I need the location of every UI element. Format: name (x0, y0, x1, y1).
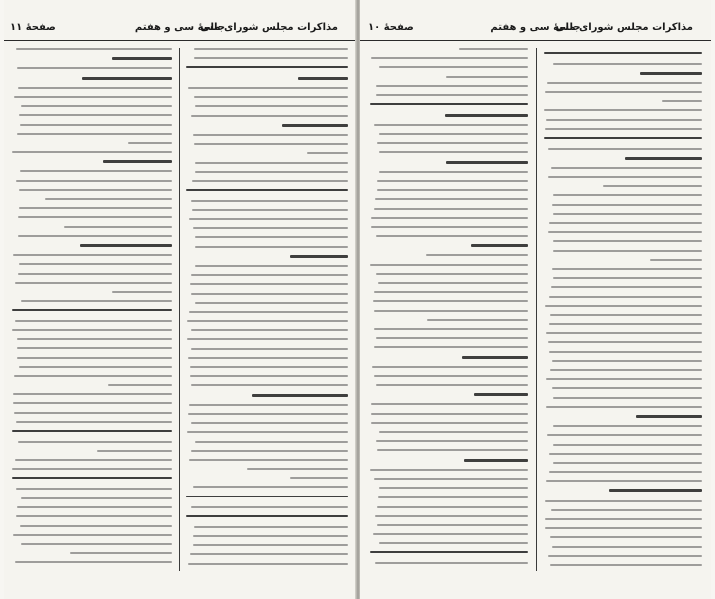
text-line (247, 468, 348, 470)
text-line (193, 535, 348, 537)
text-line (376, 337, 528, 339)
text-line (20, 124, 172, 126)
text-line (18, 235, 172, 237)
text-line (191, 329, 348, 331)
text-line (549, 323, 702, 325)
text-line (21, 497, 172, 499)
text-line (374, 375, 528, 377)
text-line (376, 94, 528, 96)
text-line (14, 412, 172, 414)
text-line (548, 555, 702, 557)
speaker-heading-line (640, 72, 702, 75)
text-line (15, 320, 172, 322)
speaker-heading-line (625, 157, 702, 160)
text-line (190, 553, 348, 555)
text-line (191, 348, 348, 350)
text-line (13, 402, 172, 404)
text-line (376, 440, 528, 442)
text-line (374, 478, 528, 480)
text-line (188, 413, 348, 415)
text-line (21, 300, 172, 302)
text-line (370, 469, 528, 471)
column-divider (179, 48, 180, 571)
text-line (195, 162, 348, 164)
text-line (548, 341, 702, 343)
text-line (12, 151, 172, 153)
text-line (191, 274, 348, 276)
text-line (376, 384, 528, 386)
text-line (187, 431, 348, 433)
text-line (552, 387, 702, 389)
text-line (377, 142, 528, 144)
section-rule (12, 430, 172, 432)
section-rule (370, 103, 528, 105)
text-line (189, 311, 348, 313)
text-line (374, 310, 528, 312)
text-line (374, 124, 528, 126)
text-line (112, 291, 172, 293)
text-line (552, 268, 702, 270)
section-rule (544, 52, 702, 54)
running-title: مذاکرات مجلس شورای ملی (200, 22, 338, 33)
text-line (549, 222, 702, 224)
text-line (195, 171, 348, 173)
text-line (553, 194, 702, 196)
text-line (189, 218, 348, 220)
text-line (195, 246, 348, 248)
text-line (375, 198, 528, 200)
text-line (373, 533, 528, 535)
text-line (16, 421, 172, 423)
page-header (4, 22, 356, 41)
text-line (551, 509, 702, 511)
text-line (18, 273, 172, 275)
text-line (377, 180, 528, 182)
text-line (15, 561, 172, 563)
section-rule (12, 309, 172, 311)
text-line (650, 259, 702, 261)
section-rule (544, 137, 702, 139)
speaker-heading-line (446, 161, 528, 164)
text-line (19, 366, 172, 368)
text-line (545, 128, 702, 130)
text-line (375, 562, 528, 564)
text-line (546, 332, 702, 334)
text-line (544, 109, 702, 111)
text-line (194, 143, 348, 145)
text-line (603, 185, 702, 187)
text-line (545, 500, 702, 502)
text-line (373, 300, 528, 302)
text-line (16, 488, 172, 490)
text-line (371, 226, 528, 228)
text-line (13, 534, 172, 536)
section-rule (12, 477, 172, 479)
text-line (190, 283, 348, 285)
text-line (17, 338, 172, 340)
text-line (17, 347, 172, 349)
text-line (379, 151, 528, 153)
text-line (377, 189, 528, 191)
text-line (548, 176, 702, 178)
text-line (375, 515, 528, 517)
text-line (193, 544, 348, 546)
text-line (189, 459, 348, 461)
text-line (372, 366, 528, 368)
text-line (16, 180, 172, 182)
text-line (553, 213, 702, 215)
text-line (14, 96, 172, 98)
text-line (195, 302, 348, 304)
text-line (377, 449, 528, 451)
speaker-heading-line (445, 114, 528, 117)
text-line (128, 142, 172, 144)
text-column-left (370, 48, 528, 571)
page-number: صفحهٔ ۱۱ (10, 22, 56, 33)
text-line (549, 471, 702, 473)
text-line (97, 450, 172, 452)
text-line (191, 293, 348, 295)
text-line (379, 66, 528, 68)
text-line (553, 397, 702, 399)
text-line (17, 67, 172, 69)
text-line (19, 189, 172, 191)
text-line (550, 564, 702, 566)
text-line (379, 431, 528, 433)
text-line (545, 91, 702, 93)
column-divider (536, 48, 537, 571)
text-line (546, 480, 702, 482)
text-line (446, 76, 528, 78)
text-line (552, 546, 702, 548)
text-line (546, 406, 702, 408)
text-line (546, 119, 702, 121)
text-line (16, 515, 172, 517)
section-rule (186, 496, 348, 498)
text-line (459, 48, 528, 50)
section-rule (186, 189, 348, 191)
text-line (195, 236, 348, 238)
text-line (376, 85, 528, 87)
text-line (427, 319, 528, 321)
text-line (545, 527, 702, 529)
text-line (191, 200, 348, 202)
text-line (662, 100, 702, 102)
session-title: جلسهٔ سی و هفتم (134, 22, 226, 33)
text-line (549, 296, 702, 298)
text-line (553, 277, 702, 279)
text-line (21, 105, 172, 107)
text-line (187, 338, 348, 340)
text-line (379, 133, 529, 135)
text-line (545, 518, 702, 520)
text-line (553, 462, 702, 464)
text-line (18, 441, 172, 443)
text-line (374, 208, 528, 210)
text-line (370, 264, 528, 266)
text-line (552, 360, 702, 362)
text-line (550, 314, 702, 316)
text-line (191, 384, 348, 386)
text-line (378, 496, 528, 498)
text-line (379, 487, 528, 489)
text-line (371, 422, 528, 424)
text-line (18, 87, 172, 89)
speaker-heading-line (462, 356, 528, 359)
text-line (191, 422, 348, 424)
text-line (374, 291, 528, 293)
text-line (374, 328, 528, 330)
speaker-heading-line (464, 459, 528, 462)
speaker-heading-line (82, 77, 172, 80)
text-line (552, 204, 702, 206)
text-line (13, 254, 172, 256)
text-line (547, 82, 702, 84)
text-line (371, 57, 528, 59)
text-line (195, 441, 348, 443)
text-line (551, 167, 702, 169)
text-line (45, 198, 172, 200)
text-line (553, 63, 702, 65)
text-line (376, 235, 528, 237)
session-title: جلسهٔ سی و هفتم (490, 22, 581, 33)
text-line (549, 351, 702, 353)
text-line (193, 486, 348, 488)
text-line (377, 506, 528, 508)
text-line (194, 96, 348, 98)
text-line (547, 434, 702, 436)
text-line (290, 477, 348, 479)
text-line (14, 375, 172, 377)
text-line (18, 216, 172, 218)
speaker-heading-line (298, 77, 348, 80)
text-line (15, 459, 172, 461)
text-line (191, 115, 348, 117)
text-line (12, 468, 172, 470)
text-line (191, 506, 348, 508)
text-line (379, 171, 528, 173)
text-line (426, 254, 528, 256)
text-line (378, 282, 528, 284)
text-line (190, 366, 348, 368)
text-line (307, 152, 348, 154)
text-line (195, 105, 348, 107)
text-line (188, 87, 348, 89)
text-line (70, 552, 172, 554)
text-line (371, 217, 529, 219)
text-line (379, 542, 528, 544)
right-page (360, 0, 711, 599)
text-line (19, 263, 172, 265)
text-line (377, 524, 528, 526)
text-line (553, 240, 702, 242)
text-line (546, 378, 702, 380)
speaker-heading-line (471, 244, 528, 247)
speaker-heading-line (112, 57, 172, 60)
text-line (19, 207, 172, 209)
text-line (17, 357, 172, 359)
text-line (553, 444, 702, 446)
text-line (17, 506, 172, 508)
speaker-heading-line (609, 489, 702, 492)
text-line (195, 265, 348, 267)
text-line (374, 346, 528, 348)
text-line (553, 425, 702, 427)
text-line (191, 450, 348, 452)
text-line (192, 209, 348, 211)
text-line (64, 226, 172, 228)
text-line (190, 375, 348, 377)
text-line (376, 273, 528, 275)
text-line (551, 286, 702, 288)
text-line (12, 329, 172, 331)
left-page (4, 0, 356, 599)
text-line (193, 134, 348, 136)
text-line (187, 320, 348, 322)
text-line (193, 227, 348, 229)
text-line (188, 357, 348, 359)
text-line (19, 114, 172, 116)
text-line (108, 384, 172, 386)
speaker-heading-line (252, 394, 348, 397)
text-line (550, 369, 702, 371)
text-line (21, 543, 172, 545)
running-title: مذاکرات مجلس شورای ملی (555, 22, 693, 33)
speaker-heading-line (103, 160, 172, 163)
text-line (189, 404, 348, 406)
text-line (371, 413, 528, 415)
text-line (188, 563, 348, 565)
text-line (371, 403, 528, 405)
page-header (360, 22, 711, 41)
text-column-left (12, 48, 172, 571)
text-line (553, 250, 702, 252)
text-line (16, 48, 172, 50)
speaker-heading-line (474, 393, 528, 396)
text-column-right (544, 48, 702, 571)
text-line (550, 536, 702, 538)
section-rule (186, 515, 348, 517)
text-line (15, 282, 172, 284)
text-line (20, 170, 172, 172)
text-line (20, 525, 172, 527)
text-line (545, 305, 702, 307)
page-number: صفحهٔ ۱۰ (368, 22, 414, 33)
section-rule (186, 66, 348, 68)
speaker-heading-line (290, 255, 348, 258)
text-column-right (186, 48, 348, 571)
text-line (192, 180, 348, 182)
text-line (194, 526, 348, 528)
text-line (548, 231, 702, 233)
text-line (549, 453, 702, 455)
text-line (17, 133, 172, 135)
section-rule (370, 551, 528, 553)
text-line (194, 48, 349, 50)
speaker-heading-line (636, 415, 702, 418)
speaker-heading-line (282, 124, 348, 127)
speaker-heading-line (80, 244, 172, 247)
text-line (194, 57, 348, 59)
text-line (548, 148, 702, 150)
text-line (13, 393, 172, 395)
